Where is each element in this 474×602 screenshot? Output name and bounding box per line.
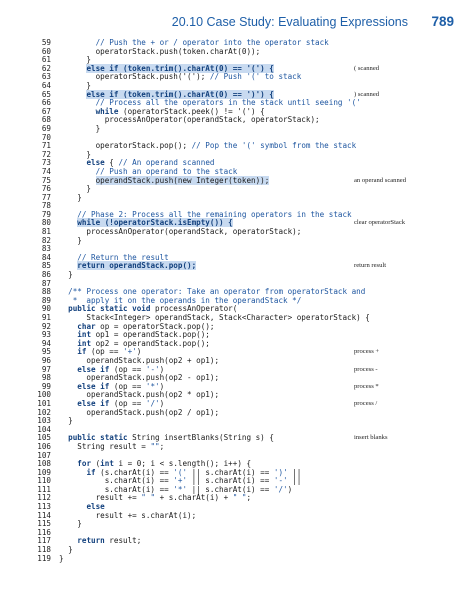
code-token: return operandStack.pop();	[77, 261, 197, 271]
code-token: while (!operatorStack.isEmpty()) {	[77, 218, 233, 228]
line-number: 84	[41, 252, 51, 262]
code-token: (operatorStack.peek() != '(') {	[118, 106, 265, 116]
line-number: 78	[41, 201, 51, 211]
line-number: 91	[41, 313, 51, 322]
code-token: }	[59, 235, 82, 245]
code-token: '+'	[173, 476, 188, 486]
code-token: // Push '(' to stack	[209, 72, 302, 82]
code-token: int	[77, 330, 92, 340]
line-number: 96	[41, 355, 51, 365]
line-number: 115	[37, 519, 51, 529]
line-number: 60	[41, 46, 51, 56]
line-number: 95	[41, 347, 51, 357]
code-token: }	[59, 184, 92, 194]
code-text	[59, 73, 301, 82]
code-token: (s.charAt(i) ==	[95, 467, 174, 477]
line-number: 61	[41, 55, 51, 65]
code-token: result +=	[59, 493, 142, 503]
code-token: || s.charAt(i) ==	[187, 484, 274, 494]
code-token: || s.charAt(i) ==	[187, 476, 274, 486]
line-number: 70	[41, 132, 51, 142]
line-number: 97	[41, 364, 51, 374]
code-token: operandStack.push(op2 - op1);	[59, 373, 220, 383]
code-token: for	[77, 459, 92, 469]
line-number: 77	[41, 192, 51, 202]
code-token: // Return the result	[77, 252, 169, 262]
margin-annotation: process +	[354, 348, 380, 356]
code-token: ""	[150, 441, 160, 451]
line-number: 75	[41, 175, 51, 185]
margin-annotation: insert blanks	[354, 434, 388, 442]
code-line	[0, 125, 474, 134]
code-text	[59, 228, 301, 237]
code-token: int	[77, 338, 92, 348]
line-number: 100	[37, 390, 51, 400]
code-token: String result =	[59, 441, 151, 451]
code-token: )	[159, 364, 165, 374]
line-number: 67	[41, 106, 51, 116]
code-text	[59, 142, 356, 151]
code-line	[0, 520, 474, 529]
code-token: return	[77, 536, 105, 546]
code-token: '-'	[145, 364, 160, 374]
code-text	[59, 443, 164, 452]
line-number: 102	[37, 407, 51, 417]
code-token: '*'	[145, 381, 160, 391]
code-token: // An operand scanned	[118, 158, 215, 168]
code-token: * apply it on the operands in the operandStack */	[72, 295, 302, 305]
line-number: 79	[41, 209, 51, 219]
page-header	[0, 10, 474, 34]
line-number: 81	[41, 227, 51, 237]
code-token: int	[100, 459, 114, 469]
code-token: // Push an operand to the stack	[95, 166, 238, 176]
code-token: else if (token.trim().charAt(0) == '(') {	[86, 63, 274, 73]
code-token: // Push the + or / operator into the operator stack	[95, 38, 329, 47]
code-text	[59, 417, 73, 426]
code-token: operatorStack.pop();	[59, 141, 192, 151]
code-token: op1 = operandStack.pop();	[91, 330, 210, 340]
line-number: 108	[37, 459, 51, 469]
margin-annotation: clear operatorStack	[354, 219, 406, 227]
code-token: '*'	[173, 484, 188, 494]
line-number: 72	[41, 149, 51, 159]
code-token: }	[59, 55, 92, 65]
line-number: 59	[41, 38, 51, 47]
code-line	[0, 271, 474, 280]
code-token: }	[59, 149, 92, 159]
code-token: ')'	[273, 467, 288, 477]
code-text	[59, 555, 64, 564]
code-token: processAnOperator(operandStack, operatorStack);	[59, 115, 320, 125]
code-token: " "	[141, 493, 156, 503]
code-token: }	[59, 519, 82, 529]
code-token: (op ==	[109, 364, 146, 374]
code-text	[59, 271, 73, 280]
code-token: String insertBlanks(String s) {	[127, 433, 274, 443]
code-token: ;	[159, 441, 165, 451]
code-token: + s.charAt(i) +	[155, 493, 233, 503]
code-token: )	[136, 347, 142, 357]
code-token: }	[59, 270, 73, 280]
code-token: // Phase 2: Process all the remaining operators in the stack	[77, 209, 352, 219]
line-number: 69	[41, 123, 51, 133]
line-number: 99	[41, 381, 51, 391]
code-token: // Process all the operators in the stack until seeing '('	[95, 98, 361, 108]
code-token: public static void	[68, 304, 151, 314]
code-token: || s.charAt(i) ==	[187, 467, 274, 477]
code-token: (op ==	[109, 381, 146, 391]
code-token: '('	[173, 467, 188, 477]
code-token: if	[77, 347, 87, 357]
code-token: op = operatorStack.pop();	[95, 321, 215, 331]
code-token: operandStack.push(op2 + op1);	[59, 355, 220, 365]
line-number: 85	[41, 261, 51, 271]
line-number: 66	[41, 98, 51, 108]
line-number: 65	[41, 89, 51, 99]
code-line	[0, 194, 474, 203]
code-token: operandStack.push(op2 / op1);	[59, 407, 220, 417]
code-token: (op ==	[86, 347, 124, 357]
code-token: else if	[77, 381, 110, 391]
code-token: }	[59, 123, 101, 133]
line-number: 62	[41, 63, 51, 73]
code-line	[0, 417, 474, 426]
code-token: result += s.charAt(i);	[59, 510, 197, 520]
code-token: ;	[246, 493, 252, 503]
code-token: /** Process one operator: Take an operator from operatorStack and	[68, 287, 366, 297]
line-number: 82	[41, 235, 51, 245]
code-line	[0, 443, 474, 452]
code-token: )	[159, 381, 165, 391]
line-number: 94	[41, 338, 51, 348]
page-number: 789	[431, 14, 454, 29]
code-text	[59, 520, 82, 529]
line-number: 110	[37, 476, 51, 486]
line-number: 89	[41, 295, 51, 305]
line-number: 113	[37, 502, 51, 512]
line-number: 90	[41, 304, 51, 314]
line-number: 92	[41, 321, 51, 331]
code-token: else if	[77, 364, 110, 374]
line-number: 93	[41, 330, 51, 340]
code-token: s.charAt(i) ==	[59, 476, 174, 486]
code-token: '-'	[273, 476, 288, 486]
line-number: 111	[37, 484, 51, 494]
line-number: 68	[41, 115, 51, 125]
code-text	[59, 125, 100, 134]
line-number: 109	[37, 467, 51, 477]
code-token: )	[159, 398, 165, 408]
line-number: 105	[37, 433, 51, 443]
code-token: operandStack.push(new Integer(token));	[95, 175, 270, 185]
line-number: 117	[37, 536, 51, 546]
line-number: 107	[37, 450, 51, 460]
line-number: 114	[37, 510, 51, 520]
code-token: }	[59, 192, 82, 202]
line-number: 116	[37, 527, 51, 537]
code-token: operatorStack.push('(');	[59, 72, 210, 82]
code-token: else	[86, 502, 105, 512]
code-token: public static	[68, 433, 128, 443]
code-token: ||	[287, 467, 302, 477]
line-number: 98	[41, 373, 51, 383]
margin-annotation: return result	[354, 262, 387, 270]
line-number: 112	[37, 493, 51, 503]
line-number: 87	[41, 278, 51, 288]
line-number: 88	[41, 287, 51, 297]
code-token: '/'	[145, 398, 160, 408]
code-token: else if (token.trim().charAt(0) == ')') {	[86, 89, 274, 99]
line-number: 71	[41, 141, 51, 151]
margin-annotation: an operand scanned	[354, 176, 406, 184]
line-number: 63	[41, 72, 51, 82]
code-token: else	[86, 158, 105, 168]
line-number: 76	[41, 184, 51, 194]
margin-annotation: ) scanned	[354, 90, 380, 98]
code-token: processAnOperator(operandStack, operatorStack);	[59, 227, 302, 237]
code-token: operatorStack.push(token.charAt(0));	[59, 46, 261, 56]
code-listing	[0, 39, 474, 563]
code-token: if	[86, 467, 96, 477]
code-token: '/'	[273, 484, 288, 494]
line-number: 80	[41, 218, 51, 228]
code-token: Stack<Integer> operandStack, Stack<Character> operatorStack) {	[59, 313, 370, 322]
code-token: char	[77, 321, 96, 331]
code-token: else if	[77, 398, 110, 408]
code-token: " "	[232, 493, 247, 503]
code-line	[0, 546, 474, 555]
margin-annotation: process *	[354, 382, 379, 390]
code-token: result;	[104, 536, 142, 546]
code-token: while	[95, 106, 119, 116]
code-token: ||	[287, 476, 302, 486]
section-title: 20.10 Case Study: Evaluating Expressions	[171, 15, 408, 29]
code-token: '+'	[123, 347, 137, 357]
line-number: 64	[41, 80, 51, 90]
code-token: }	[59, 545, 73, 555]
code-token: i = 0; i < s.length(); i++) {	[113, 459, 252, 469]
code-token: }	[59, 80, 92, 90]
code-text	[59, 237, 82, 246]
line-number: 101	[37, 398, 51, 408]
code-token: )	[287, 484, 293, 494]
code-token: (	[91, 459, 101, 469]
margin-annotation: ( scanned	[354, 64, 380, 72]
code-token: {	[104, 158, 119, 168]
code-text	[59, 194, 82, 203]
line-number: 86	[41, 270, 51, 280]
line-number: 74	[41, 166, 51, 176]
line-number: 83	[41, 244, 51, 254]
code-token: }	[59, 416, 73, 426]
code-token: op2 = operandStack.pop();	[91, 338, 210, 348]
margin-annotation: process /	[354, 399, 378, 407]
line-number: 73	[41, 158, 51, 168]
code-text	[59, 262, 196, 271]
line-number: 104	[37, 424, 51, 434]
code-line	[0, 555, 474, 564]
line-number: 119	[37, 553, 51, 563]
code-text	[59, 409, 219, 418]
line-number: 106	[37, 441, 51, 451]
code-token: (op ==	[109, 398, 146, 408]
line-number: 103	[37, 416, 51, 426]
code-token: operandStack.push(op2 * op1);	[59, 390, 220, 400]
code-line	[0, 237, 474, 246]
code-token: s.charAt(i) ==	[59, 484, 174, 494]
code-token: processAnOperator(	[150, 304, 238, 314]
code-token: // Pop the '(' symbol from the stack	[191, 141, 357, 151]
margin-annotation: process -	[354, 365, 378, 373]
code-token: }	[59, 553, 64, 563]
line-number: 118	[37, 545, 51, 555]
